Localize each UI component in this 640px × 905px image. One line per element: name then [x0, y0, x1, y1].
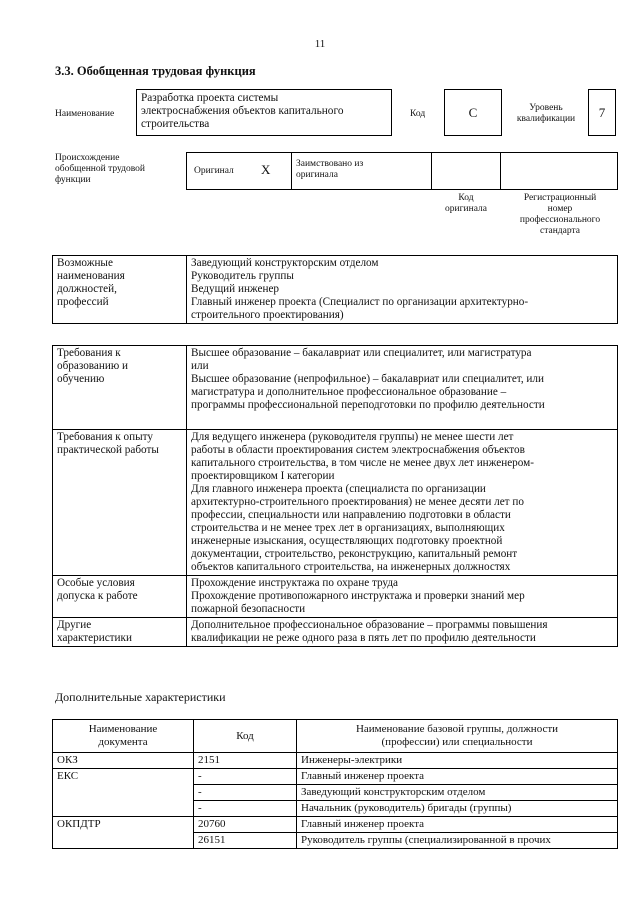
value-line: программы профессиональной переподготовки по профилю деятельности — [191, 399, 545, 411]
label-line: обучению — [57, 373, 105, 385]
caption-line: Код — [458, 193, 474, 203]
label-line: профессий — [57, 296, 109, 308]
label-line: Другие — [57, 619, 92, 631]
value-line: Для ведущего инженера (руководителя группы) не менее шести лет — [191, 431, 514, 443]
doc-cell: ОКПДТР — [53, 817, 194, 849]
value-line: Главный инженер проекта (Специалист по организации архитектурно- — [191, 296, 529, 308]
value-line: документации, строительство, реконструкцию, капитальный ремонт — [191, 548, 518, 560]
req-value — [187, 346, 618, 430]
label-line: образованию и — [57, 360, 129, 372]
value-line: или — [191, 360, 209, 372]
function-name-box — [136, 89, 392, 136]
label-line: допуска к работе — [57, 590, 138, 602]
req-value — [187, 576, 618, 618]
label-line: характеристики — [57, 632, 132, 644]
borrowed-label-line: оригинала — [296, 170, 338, 180]
table-row — [53, 576, 618, 618]
code-cell: 20760 — [194, 817, 297, 833]
original-label: Оригинал — [194, 166, 234, 176]
value-line: архитектурно-строительного проектирования) не менее десяти лет по — [191, 496, 524, 508]
positions-value — [187, 256, 618, 324]
caption-line: Регистрационный — [523, 193, 597, 203]
label-line: Возможные — [57, 257, 113, 269]
header-line: документа — [98, 736, 148, 748]
req-label — [53, 576, 187, 618]
label-line: Требования к опыту — [57, 431, 153, 443]
value-line: магистратура и дополнительное профессиональное образование – — [191, 386, 507, 398]
table-row — [53, 618, 618, 647]
origin-divider — [431, 152, 432, 190]
caption-line: профессионального — [519, 215, 601, 225]
header-line: Наименование — [88, 723, 158, 735]
name-cell: Главный инженер проекта — [297, 817, 618, 833]
requirements-table — [52, 345, 618, 647]
caption-line: номер — [547, 204, 573, 214]
code-cell: - — [194, 801, 297, 817]
label-line: должностей, — [57, 283, 117, 295]
caption-line: стандарта — [540, 226, 580, 236]
origin-label-line: функции — [55, 175, 91, 185]
origin-table — [186, 152, 618, 190]
req-label — [53, 346, 187, 430]
level-label-line: квалификации — [516, 114, 576, 124]
borrowed-label — [296, 159, 363, 181]
label-line: наименования — [57, 270, 125, 282]
name-cell: Заведующий конструкторским отделом — [297, 785, 618, 801]
borrowed-label-line: Заимствовано из — [296, 159, 364, 169]
positions-label — [53, 256, 187, 324]
name-cell: Начальник (руководитель) бригады (группы) — [297, 801, 618, 817]
value-line: строительного проектирования) — [191, 309, 344, 321]
value-line: Высшее образование (непрофильное) – бакалавриат или специалитет, или — [191, 373, 544, 385]
col-code-header: Код — [194, 720, 297, 753]
value-line: Высшее образование – бакалавриат или специалитет, или магистратура — [191, 347, 532, 359]
header-line: Наименование базовой группы, должности — [355, 723, 559, 735]
value-line: инженерные изыскания, осуществляющих подготовку проектной — [191, 535, 503, 547]
col-name-header — [297, 720, 618, 753]
origin-divider — [291, 152, 292, 190]
origin-label-line: Происхождение — [55, 153, 120, 163]
table-row — [53, 753, 618, 769]
value-line: Заведующий конструкторским отделом — [191, 257, 379, 269]
level-label — [508, 103, 584, 125]
code-original-caption — [432, 193, 500, 215]
label-line: Требования к — [57, 347, 121, 359]
additional-title: Дополнительные характеристики — [55, 690, 226, 704]
table-header-row — [53, 720, 618, 753]
value-line: Прохождение инструктажа по охране труда — [191, 577, 398, 589]
label-line: практической работы — [57, 444, 159, 456]
table-row — [53, 769, 618, 785]
code-cell: 26151 — [194, 833, 297, 849]
level-value: 7 — [588, 89, 616, 136]
page-number: 11 — [314, 38, 326, 50]
code-cell: - — [194, 785, 297, 801]
table-row — [53, 817, 618, 833]
req-label — [53, 430, 187, 576]
table-row — [53, 430, 618, 576]
value-line: объектов капитального строительства, на инженерных должностях — [191, 561, 511, 573]
req-value — [187, 618, 618, 647]
value-line: Ведущий инженер — [191, 283, 280, 295]
code-label: Код — [410, 109, 426, 119]
value-line: капитального строительства, в том числе не менее двух лет инженером- — [191, 457, 534, 469]
section-title: 3.3. Обобщенная трудовая функция — [55, 64, 256, 78]
original-mark: X — [261, 162, 271, 177]
value-line: пожарной безопасности — [191, 603, 306, 615]
value-line: Для главного инженера проекта (специалиста по организации — [191, 483, 486, 495]
additional-table — [52, 719, 618, 849]
value-line: работы в области проектирования систем электроснабжения объектов — [191, 444, 525, 456]
header-line: (профессии) или специальности — [381, 736, 533, 748]
origin-label — [55, 153, 145, 186]
doc-cell: ЕКС — [53, 769, 194, 817]
value-line: Дополнительное профессиональное образование – программы повышения — [191, 619, 548, 631]
origin-label-line: обобщенной трудовой — [55, 164, 145, 174]
name-cell: Главный инженер проекта — [297, 769, 618, 785]
origin-divider — [500, 152, 501, 190]
code-value: C — [444, 89, 502, 136]
col-doc-header — [53, 720, 194, 753]
function-name-line: Разработка проекта системы — [141, 92, 279, 104]
doc-cell: ОКЗ — [53, 753, 194, 769]
positions-table — [52, 255, 618, 324]
name-cell: Руководитель группы (специализированной в прочих — [297, 833, 618, 849]
value-line: проектировщиком I категории — [191, 470, 335, 482]
value-line: Прохождение противопожарного инструктажа и проверки знаний мер — [191, 590, 525, 602]
code-cell: - — [194, 769, 297, 785]
table-row — [53, 346, 618, 430]
value-line: профессии, специальности или направлению подготовки в области — [191, 509, 511, 521]
name-label: Наименование — [55, 109, 115, 119]
reg-number-caption — [502, 193, 618, 237]
label-line: Особые условия — [57, 577, 135, 589]
table-row — [53, 256, 618, 324]
code-cell: 2151 — [194, 753, 297, 769]
function-name-line: электроснабжения объектов капитального — [141, 105, 344, 117]
name-cell: Инженеры-электрики — [297, 753, 618, 769]
value-line: квалификации не реже одного раза в пять лет по профилю деятельности — [191, 632, 536, 644]
value-line: строительства и не менее трех лет в организациях, выполняющих — [191, 522, 505, 534]
caption-line: оригинала — [445, 204, 487, 214]
function-name-line: строительства — [141, 118, 210, 130]
value-line: Руководитель группы — [191, 270, 294, 282]
req-label — [53, 618, 187, 647]
level-label-line: Уровень — [529, 103, 563, 113]
req-value — [187, 430, 618, 576]
